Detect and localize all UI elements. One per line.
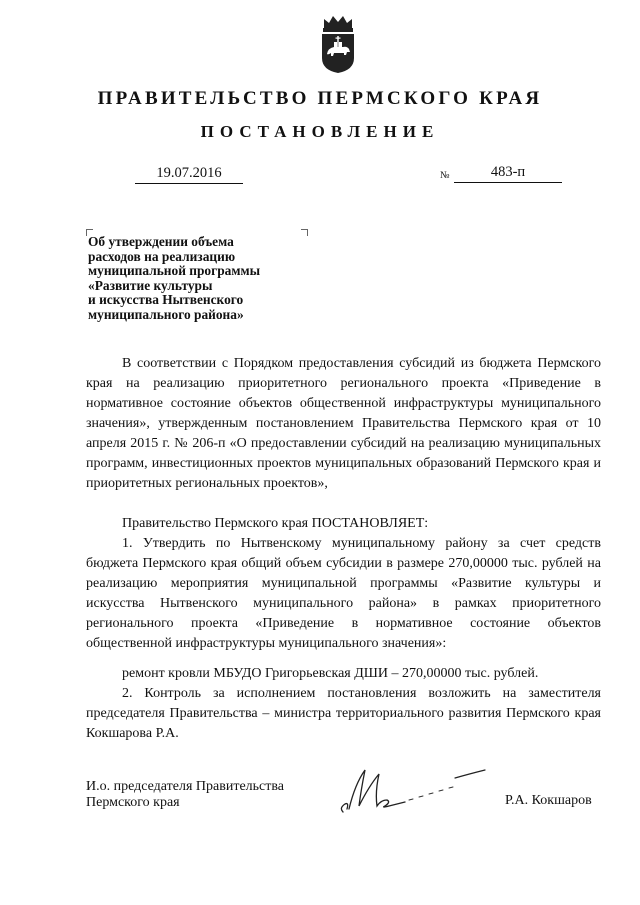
subject-line: «Развитие культуры [88,277,213,293]
subject-line: муниципального района» [88,306,244,322]
subject-line: муниципальной программы [88,263,261,279]
body-paragraph: 1. Утвердить по Нытвенскому муниципальному району за счет средств бюджета Пермского края общий объем субсидии в размере 270,00000 тыс. рублей на реализацию мероприятия муниципальной программы «Развитие культуры и искусства Нытвенского муниципального района» в рамках приоритетного регионального проекта «Приведение в нормативное состояние объектов общественной инфраструктуры муниципального значения»: [86,536,601,651]
subject-line: расходов на реализацию [88,248,236,264]
document-type: ПОСТАНОВЛЕНИЕ [200,122,440,141]
body-paragraph: В соответствии с Порядком предоставления субсидий из бюджета Пермского края на реализацию приоритетного регионального проекта «Приведение в нормативное состояние объектов общественной инфраструктуры муниципального значения», утвержденным постановлением Правительства Пермского края от 10 апреля 2015 г. № 206-п «О предоставлении субсидий на реализацию муниципальных программ, инвестиционных проектов муниципальных образований Пермского края и приоритетных региональных проектов», [86,356,601,491]
number-label: № [440,170,450,181]
document-number: 483-п [454,164,562,183]
subject-line: и искусства Нытвенского [88,292,244,308]
signer-position-line: Пермского края [86,794,180,810]
body-paragraph: 2. Контроль за исполнением постановления возложить на заместителя председателя Правительства – министра территориального развития Пермского края Кокшарова Р.А. [86,686,601,741]
handwritten-signature [335,764,490,819]
body-paragraph: Правительство Пермского края ПОСТАНОВЛЯЕТ: [122,516,429,531]
signer-position [86,779,284,810]
signer-name: Р.А. Кокшаров [505,793,592,808]
document-date: 19.07.2016 [135,165,243,184]
subject-line: Об утверждении объема [88,234,234,249]
signer-position-line: И.о. председателя Правительства [86,779,285,794]
body-paragraph: ремонт кровли МБУДО Григорьевская ДШИ – 270,00000 тыс. рублей. [122,666,539,681]
coat-of-arms-icon [318,14,358,74]
document-subject [88,235,308,323]
government-title: ПРАВИТЕЛЬСТВО ПЕРМСКОГО КРАЯ [97,88,543,109]
